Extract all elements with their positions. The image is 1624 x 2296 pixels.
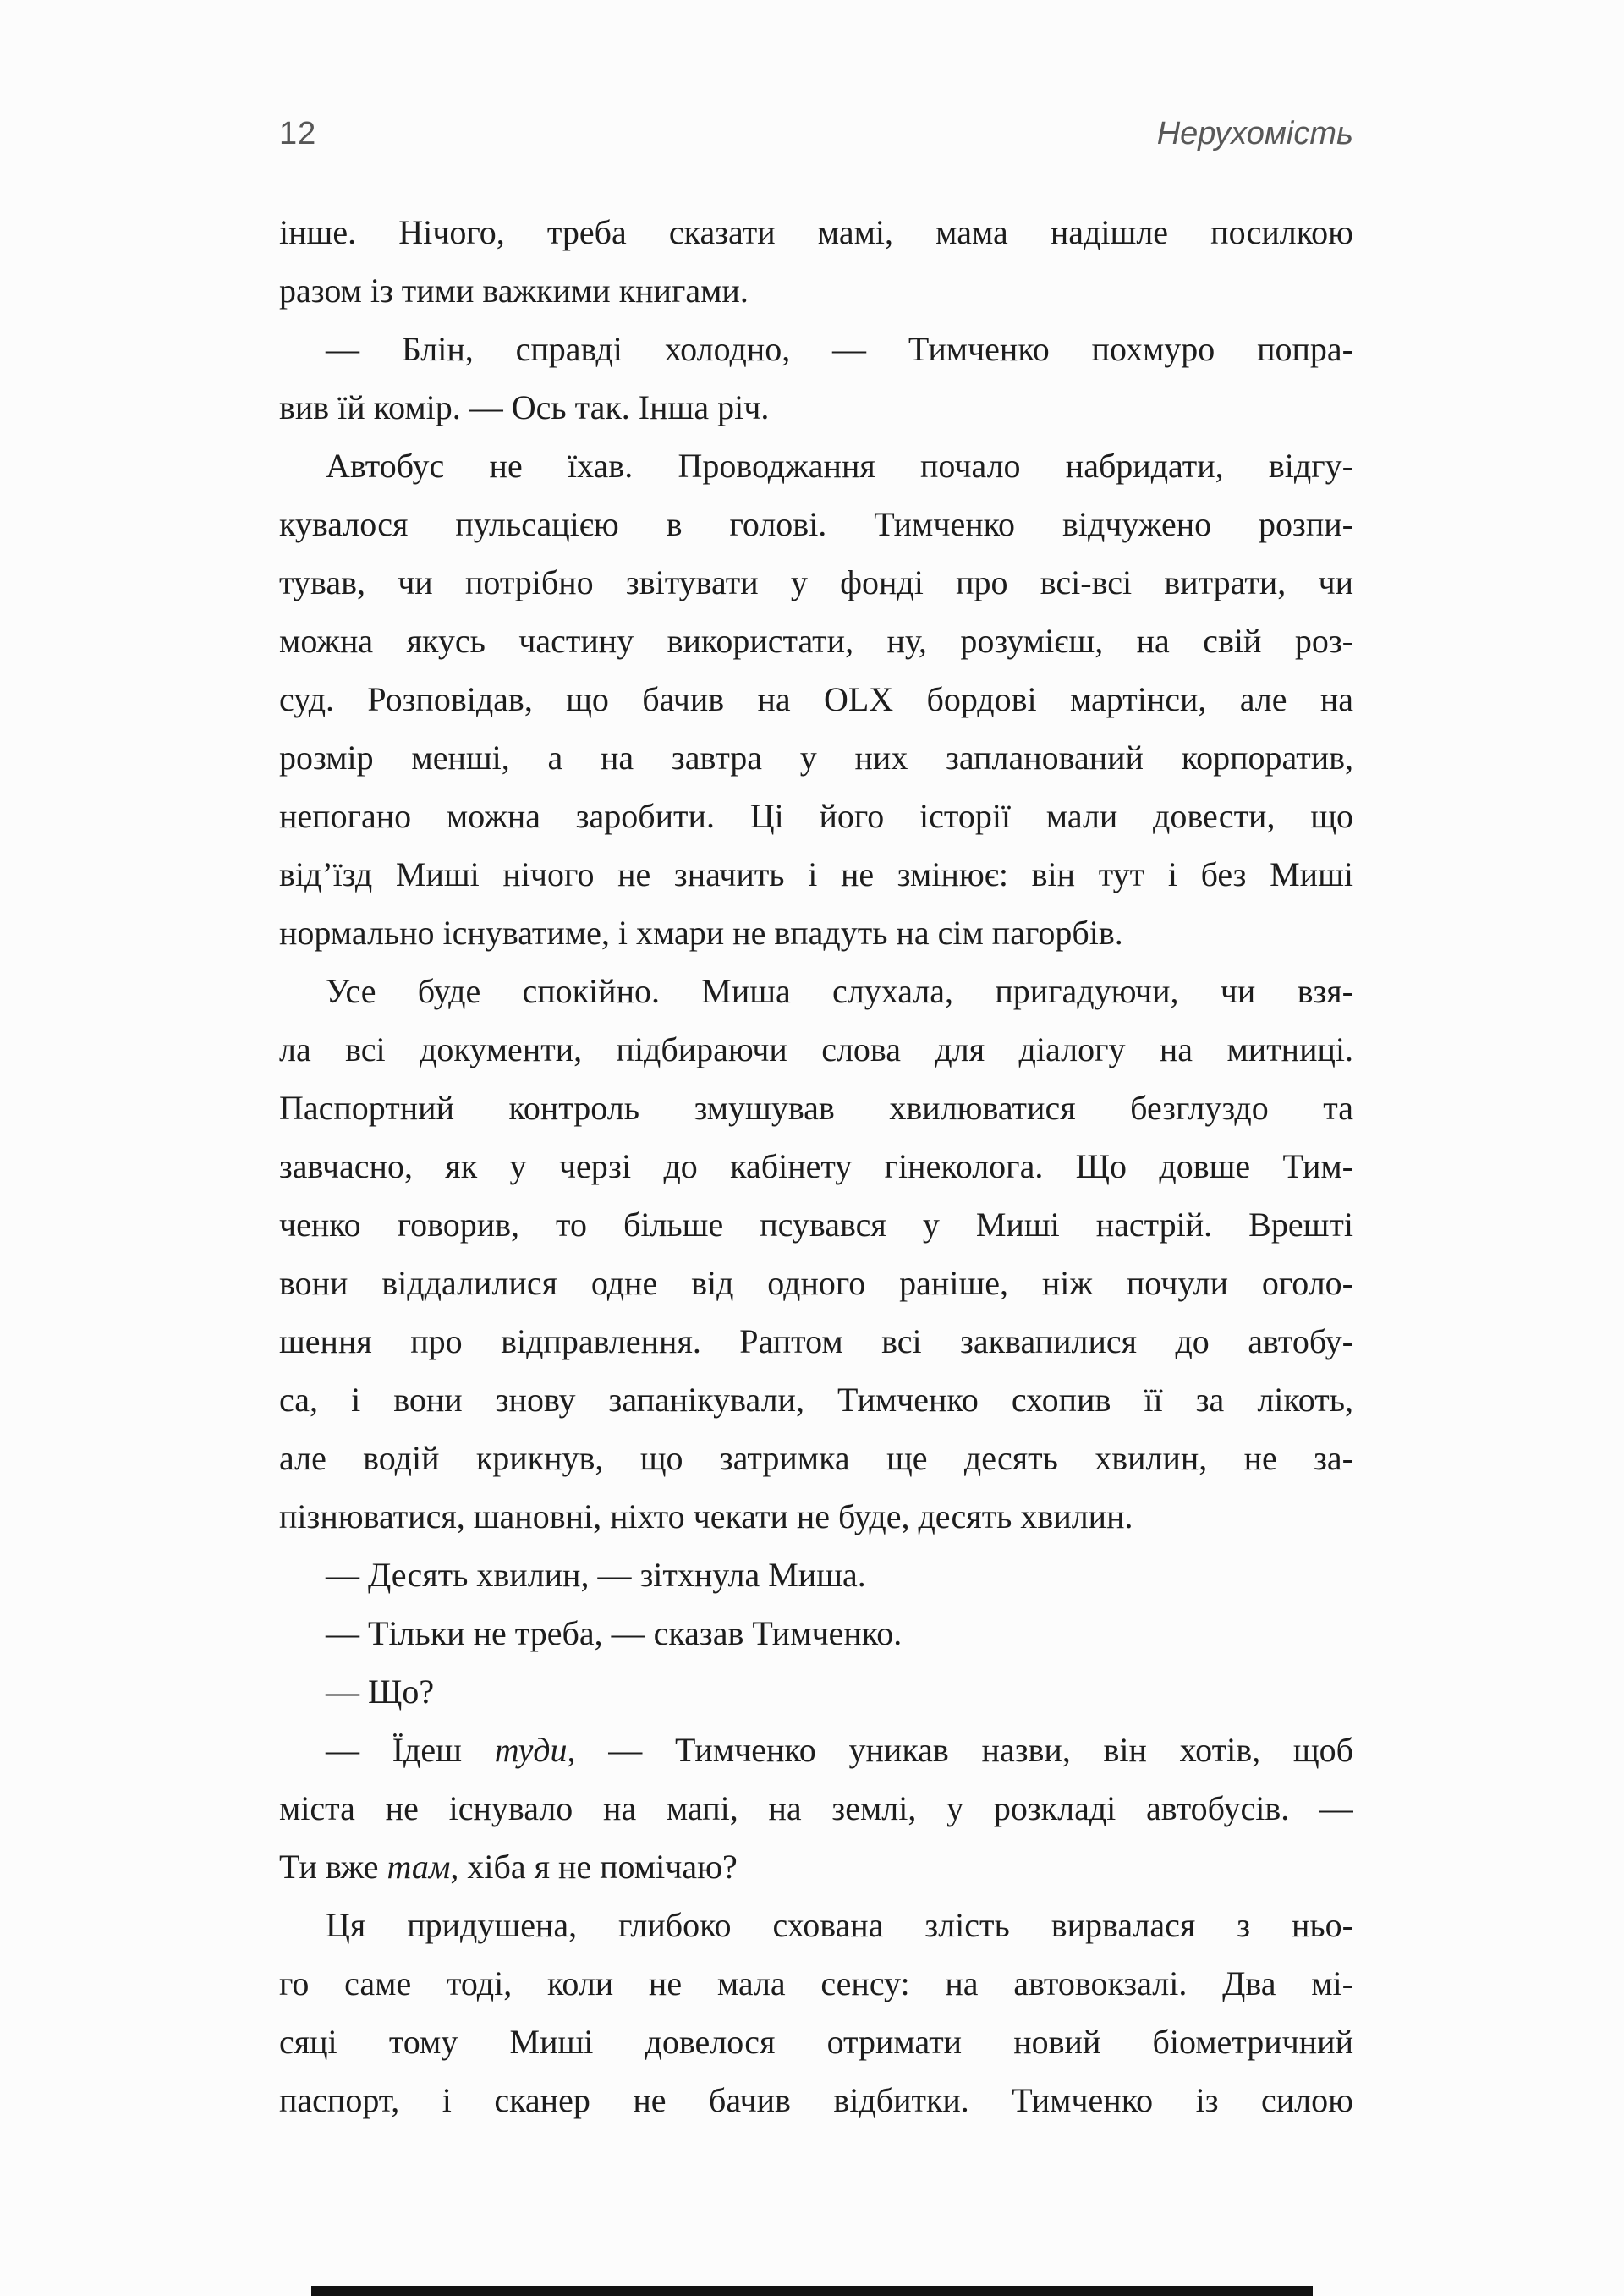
text-line: Усе буде спокійно. Миша слухала, пригадуючи, чи взя- [326, 972, 1353, 1010]
text-line: — Десять хвилин, — зітхнула Миша. [326, 1556, 866, 1594]
text-line: розмір менші, а на завтра у них запланований корпоратив, [279, 739, 1353, 777]
text-line: але водій крикнув, що затримка ще десять хвилин, не за- [279, 1439, 1353, 1477]
running-title: Нерухомість [1156, 116, 1353, 151]
paragraph [279, 1721, 1353, 1896]
paragraph [279, 320, 1353, 437]
text-line: інше. Нічого, треба сказати мамі, мама надішле посилкою [279, 213, 1353, 251]
paragraph [279, 1662, 1353, 1721]
text-line: го саме тоді, коли не мала сенсу: на автовокзалі. Два мі- [279, 1964, 1353, 2002]
text-line: сяці тому Миші довелося отримати новий біометричний [279, 2023, 1353, 2061]
text-line: Автобус не їхав. Проводжання почало набридати, відгу- [326, 447, 1353, 485]
text-line: можна якусь частину використати, ну, розумієш, на свій роз- [279, 622, 1353, 660]
page-number: 12 [279, 116, 317, 151]
text-line: ла всі документи, підбираючи слова для діалогу на митниці. [279, 1030, 1353, 1068]
text-line: завчасно, як у черзі до кабінету гінеколога. Що довше Тим- [279, 1147, 1353, 1185]
paragraph [279, 962, 1353, 1546]
text-line: міста не існувало на мапі, на землі, у розкладі автобусів. — [279, 1789, 1353, 1827]
running-header [279, 117, 1353, 151]
text-line: тував, чи потрібно звітувати у фонді про всі-всі витрати, чи [279, 563, 1353, 601]
text-line: кувалося пульсацією в голові. Тимченко відчужено розпи- [279, 505, 1353, 543]
text-line: Ця придушена, глибоко схована злість вирвалася з ньо- [326, 1906, 1353, 1944]
text-line: разом із тими важкими книгами. [279, 272, 749, 310]
text-line: паспорт, і сканер не бачив відбитки. Тимченко із силою [279, 2081, 1353, 2119]
text-line: — Їдеш туди, — Тимченко уникав назви, він хотів, щоб [326, 1731, 1353, 1769]
paragraph [279, 437, 1353, 962]
paragraph [279, 203, 1353, 320]
paragraph [279, 1604, 1353, 1662]
text-line: вив їй комір. — Ось так. Інша річ. [279, 388, 770, 426]
text-line: шення про відправлення. Раптом всі заквапилися до автобу- [279, 1322, 1353, 1360]
text-line: пізнюватися, шановні, ніхто чекати не буде, десять хвилин. [279, 1497, 1133, 1535]
page-body [279, 203, 1353, 2129]
text-line: са, і вони знову запанікували, Тимченко схопив її за лікоть, [279, 1381, 1353, 1419]
text-line: — Тільки не треба, — сказав Тимченко. [326, 1614, 903, 1652]
text-line: вони віддалилися одне від одного раніше, ніж почули оголо- [279, 1264, 1353, 1302]
text-line: ченко говорив, то більше псувався у Миші настрій. Врешті [279, 1206, 1353, 1244]
text-line: — Блін, справді холодно, — Тимченко похмуро попра- [326, 330, 1353, 368]
text-line: суд. Розповідав, що бачив на OLX бордові мартінси, але на [279, 680, 1353, 718]
text-line: непогано можна заробити. Ці його історії мали довести, що [279, 797, 1353, 835]
text-line: Паспортний контроль змушував хвилюватися безглуздо та [279, 1089, 1353, 1127]
text-line: — Що? [326, 1673, 435, 1711]
paragraph [279, 1546, 1353, 1604]
page-bottom-scan-edge [311, 2286, 1313, 2296]
text-line: від’їзд Миші нічого не значить і не змінює: він тут і без Миші [279, 855, 1353, 893]
paragraph [279, 1896, 1353, 2129]
text-line: Ти вже там, хіба я не помічаю? [279, 1848, 738, 1886]
text-line: нормально існуватиме, і хмари не впадуть на сім пагорбів. [279, 914, 1123, 952]
